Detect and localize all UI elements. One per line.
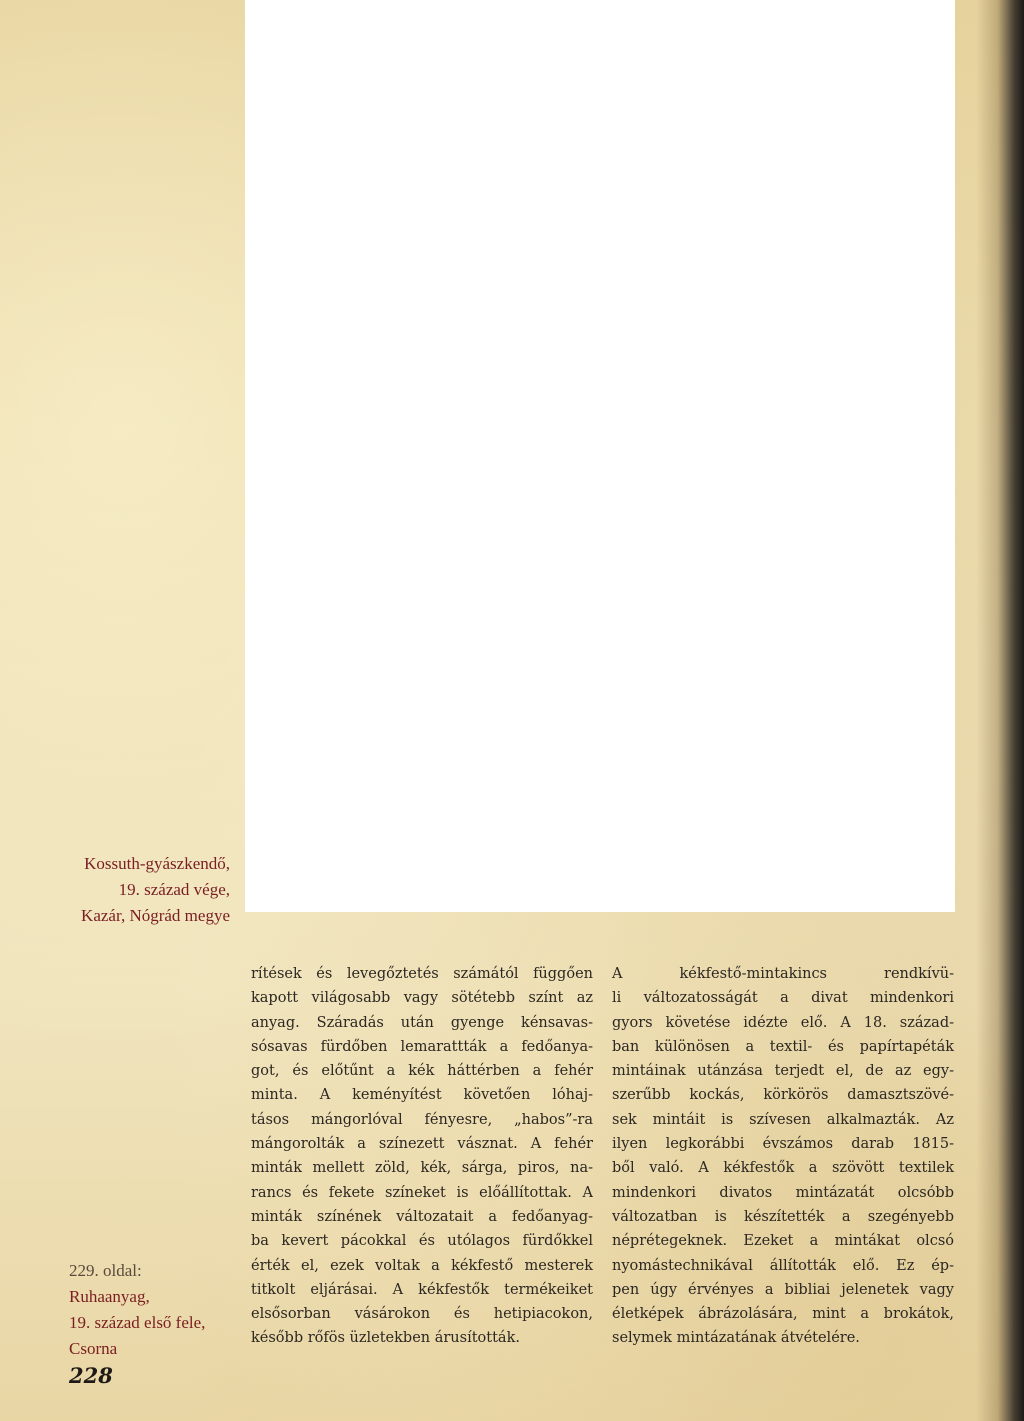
caption-line: Kazár, Nógrád megye [81, 906, 230, 925]
text-line: kapott világosabb vagy sötétebb színt az [251, 990, 593, 1007]
text-line: li változatosságát a divat mindenkori [612, 990, 954, 1007]
body-text-column-left [251, 962, 593, 1351]
text-line: gyors követése idézte elő. A 18. század- [612, 1014, 954, 1031]
text-line: nyomástechnikával állították elő. Ez ép- [612, 1257, 954, 1274]
text-line: később rőfös üzletekben árusították. [251, 1330, 520, 1347]
text-line: minták színének változatait a fedőanyag- [251, 1208, 593, 1225]
caption-line: Csorna [69, 1339, 118, 1358]
text-line: szerűbb kockás, körkörös damasztszövé- [612, 1087, 954, 1104]
figure-caption-ruhaanyag [69, 1258, 249, 1362]
caption-line: Kossuth-gyászkendő, [84, 854, 230, 873]
text-line: sósavas fürdőben lemarattták a fedőanya- [251, 1038, 593, 1055]
text-line: ből való. A kékfestők a szövött textilek [612, 1160, 954, 1177]
page-number: 228 [69, 1363, 113, 1388]
text-line: tásos mángorlóval fényesre, „habos”-ra [251, 1111, 593, 1128]
text-line: ban különösen a textil- és papírtapéták [612, 1038, 954, 1055]
text-line: sek mintáit is szívesen alkalmazták. Az [612, 1111, 954, 1128]
text-line: érték el, ezek voltak a kékfestő mesterek [251, 1257, 593, 1274]
text-line: néprétegeknek. Ezeket a mintákat olcsó [612, 1233, 954, 1250]
book-gutter-shadow [976, 0, 1024, 1421]
caption-page-ref: 229. oldal: [69, 1261, 142, 1280]
body-text-column-right [612, 962, 954, 1351]
text-line: pen úgy érvényes a bibliai jelenetek vagy [612, 1281, 954, 1298]
text-line: titkolt eljárásai. A kékfestők termékeiket [251, 1281, 593, 1298]
text-line: selymek mintázatának átvételére. [612, 1330, 860, 1347]
text-line: minta. A keményítést követően lóhaj- [251, 1087, 593, 1104]
text-line: ilyen legkorábbi évszámos darab 1815- [612, 1136, 954, 1153]
text-line: életképek ábrázolására, mint a brokátok, [612, 1306, 954, 1323]
text-line: mintáinak utánzása terjedt el, de az egy- [612, 1063, 954, 1080]
text-line: rancs és fekete színeket is előállítottak. A [251, 1184, 593, 1201]
text-line: anyag. Száradás után gyenge kénsavas- [251, 1014, 593, 1031]
text-line: got, és előtűnt a kék háttérben a fehér [251, 1063, 593, 1080]
text-line: elsősorban vásárokon és hetipiacokon, [251, 1306, 593, 1323]
caption-line: 19. század első fele, [69, 1313, 206, 1332]
figure-caption-kossuth [40, 851, 230, 929]
text-line: mángorolták a színezett vásznat. A fehér [251, 1136, 593, 1153]
text-line: A kékfestő-mintakincs rendkívü- [612, 966, 954, 982]
text-line: minták mellett zöld, kék, sárga, piros, na- [251, 1160, 593, 1177]
text-line: változatban is készítették a szegényebb [612, 1208, 954, 1225]
text-line: ba kevert pácokkal és utólagos fürdőkkel [251, 1233, 593, 1250]
figure-image-placeholder [245, 0, 955, 912]
caption-line: Ruhaanyag, [69, 1287, 150, 1306]
text-line: mindenkori divatos mintázatát olcsóbb [612, 1184, 954, 1201]
caption-line: 19. század vége, [118, 880, 230, 899]
text-line: rítések és levegőztetés számától függően [251, 966, 593, 982]
